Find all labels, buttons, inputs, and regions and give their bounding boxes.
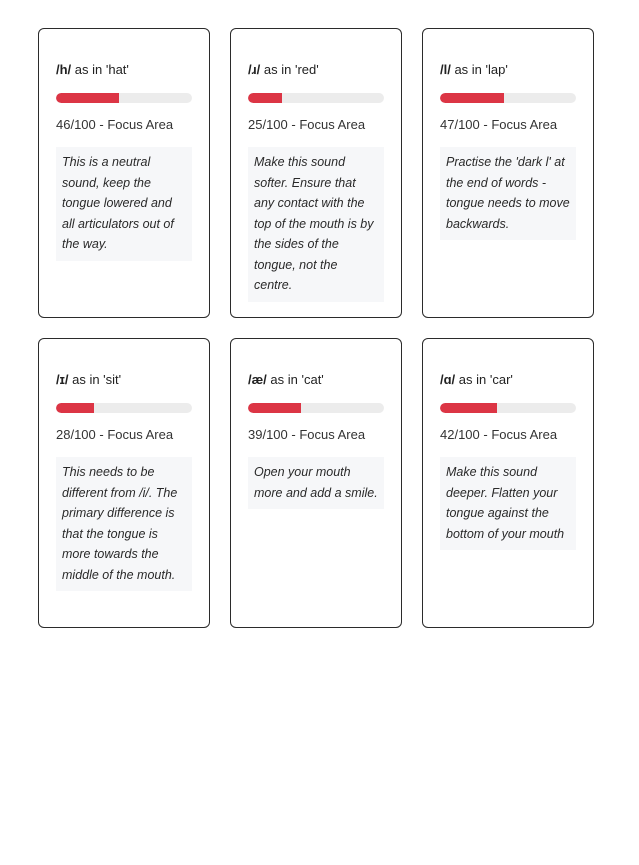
sound-card [230,338,402,628]
feedback-note: Open your mouth more and add a smile. [248,457,384,509]
phoneme-symbol: /ɪ/ [56,372,69,387]
example-word: as in 'red' [260,62,319,77]
feedback-note: Make this sound deeper. Flatten your tongue against the bottom of your mouth [440,457,576,550]
score-label: 39/100 - Focus Area [248,427,366,442]
phoneme-symbol: /l/ [440,62,451,77]
phoneme-symbol: /h/ [56,62,72,77]
score-progress-fill [440,403,497,413]
score-progress-bar [56,93,192,103]
sound-card [38,338,210,628]
feedback-note: This is a neutral sound, keep the tongue lowered and all articulators out of the way. [56,147,192,261]
score-progress-fill [56,403,94,413]
sound-card-title [440,62,576,78]
feedback-note: Practise the 'dark l' at the end of words - tongue needs to move backwards. [440,147,576,240]
sound-card-title [440,372,576,388]
sound-card [422,338,594,628]
score-progress-fill [56,93,119,103]
score-progress-fill [440,93,504,103]
score-progress-bar [440,93,576,103]
score-label: 25/100 - Focus Area [248,117,366,132]
feedback-note: This needs to be different from /i/. The primary difference is that the tongue is more towards the middle of the mouth. [56,457,192,591]
sound-card [38,28,210,318]
score-progress-bar [248,403,384,413]
sound-card-title [56,372,192,388]
score-progress-fill [248,93,282,103]
sound-card-title [248,372,384,388]
score-progress-bar [440,403,576,413]
phoneme-symbol: /ɹ/ [248,62,261,77]
sound-card [230,28,402,318]
sound-card-title [56,62,192,78]
score-label: 46/100 - Focus Area [56,117,174,132]
sound-card-title [248,62,384,78]
example-word: as in 'cat' [266,372,324,387]
score-progress-bar [248,93,384,103]
example-word: as in 'car' [455,372,513,387]
sound-cards-grid [38,28,594,628]
example-word: as in 'hat' [71,62,129,77]
score-progress-fill [248,403,301,413]
score-label: 42/100 - Focus Area [440,427,558,442]
phoneme-symbol: /æ/ [248,372,267,387]
example-word: as in 'lap' [450,62,508,77]
score-label: 47/100 - Focus Area [440,117,558,132]
phoneme-symbol: /ɑ/ [440,372,456,387]
feedback-note: Make this sound softer. Ensure that any contact with the top of the mouth is by the sides of the tongue, not the centre. [248,147,384,302]
score-label: 28/100 - Focus Area [56,427,174,442]
sound-card [422,28,594,318]
example-word: as in 'sit' [68,372,122,387]
score-progress-bar [56,403,192,413]
